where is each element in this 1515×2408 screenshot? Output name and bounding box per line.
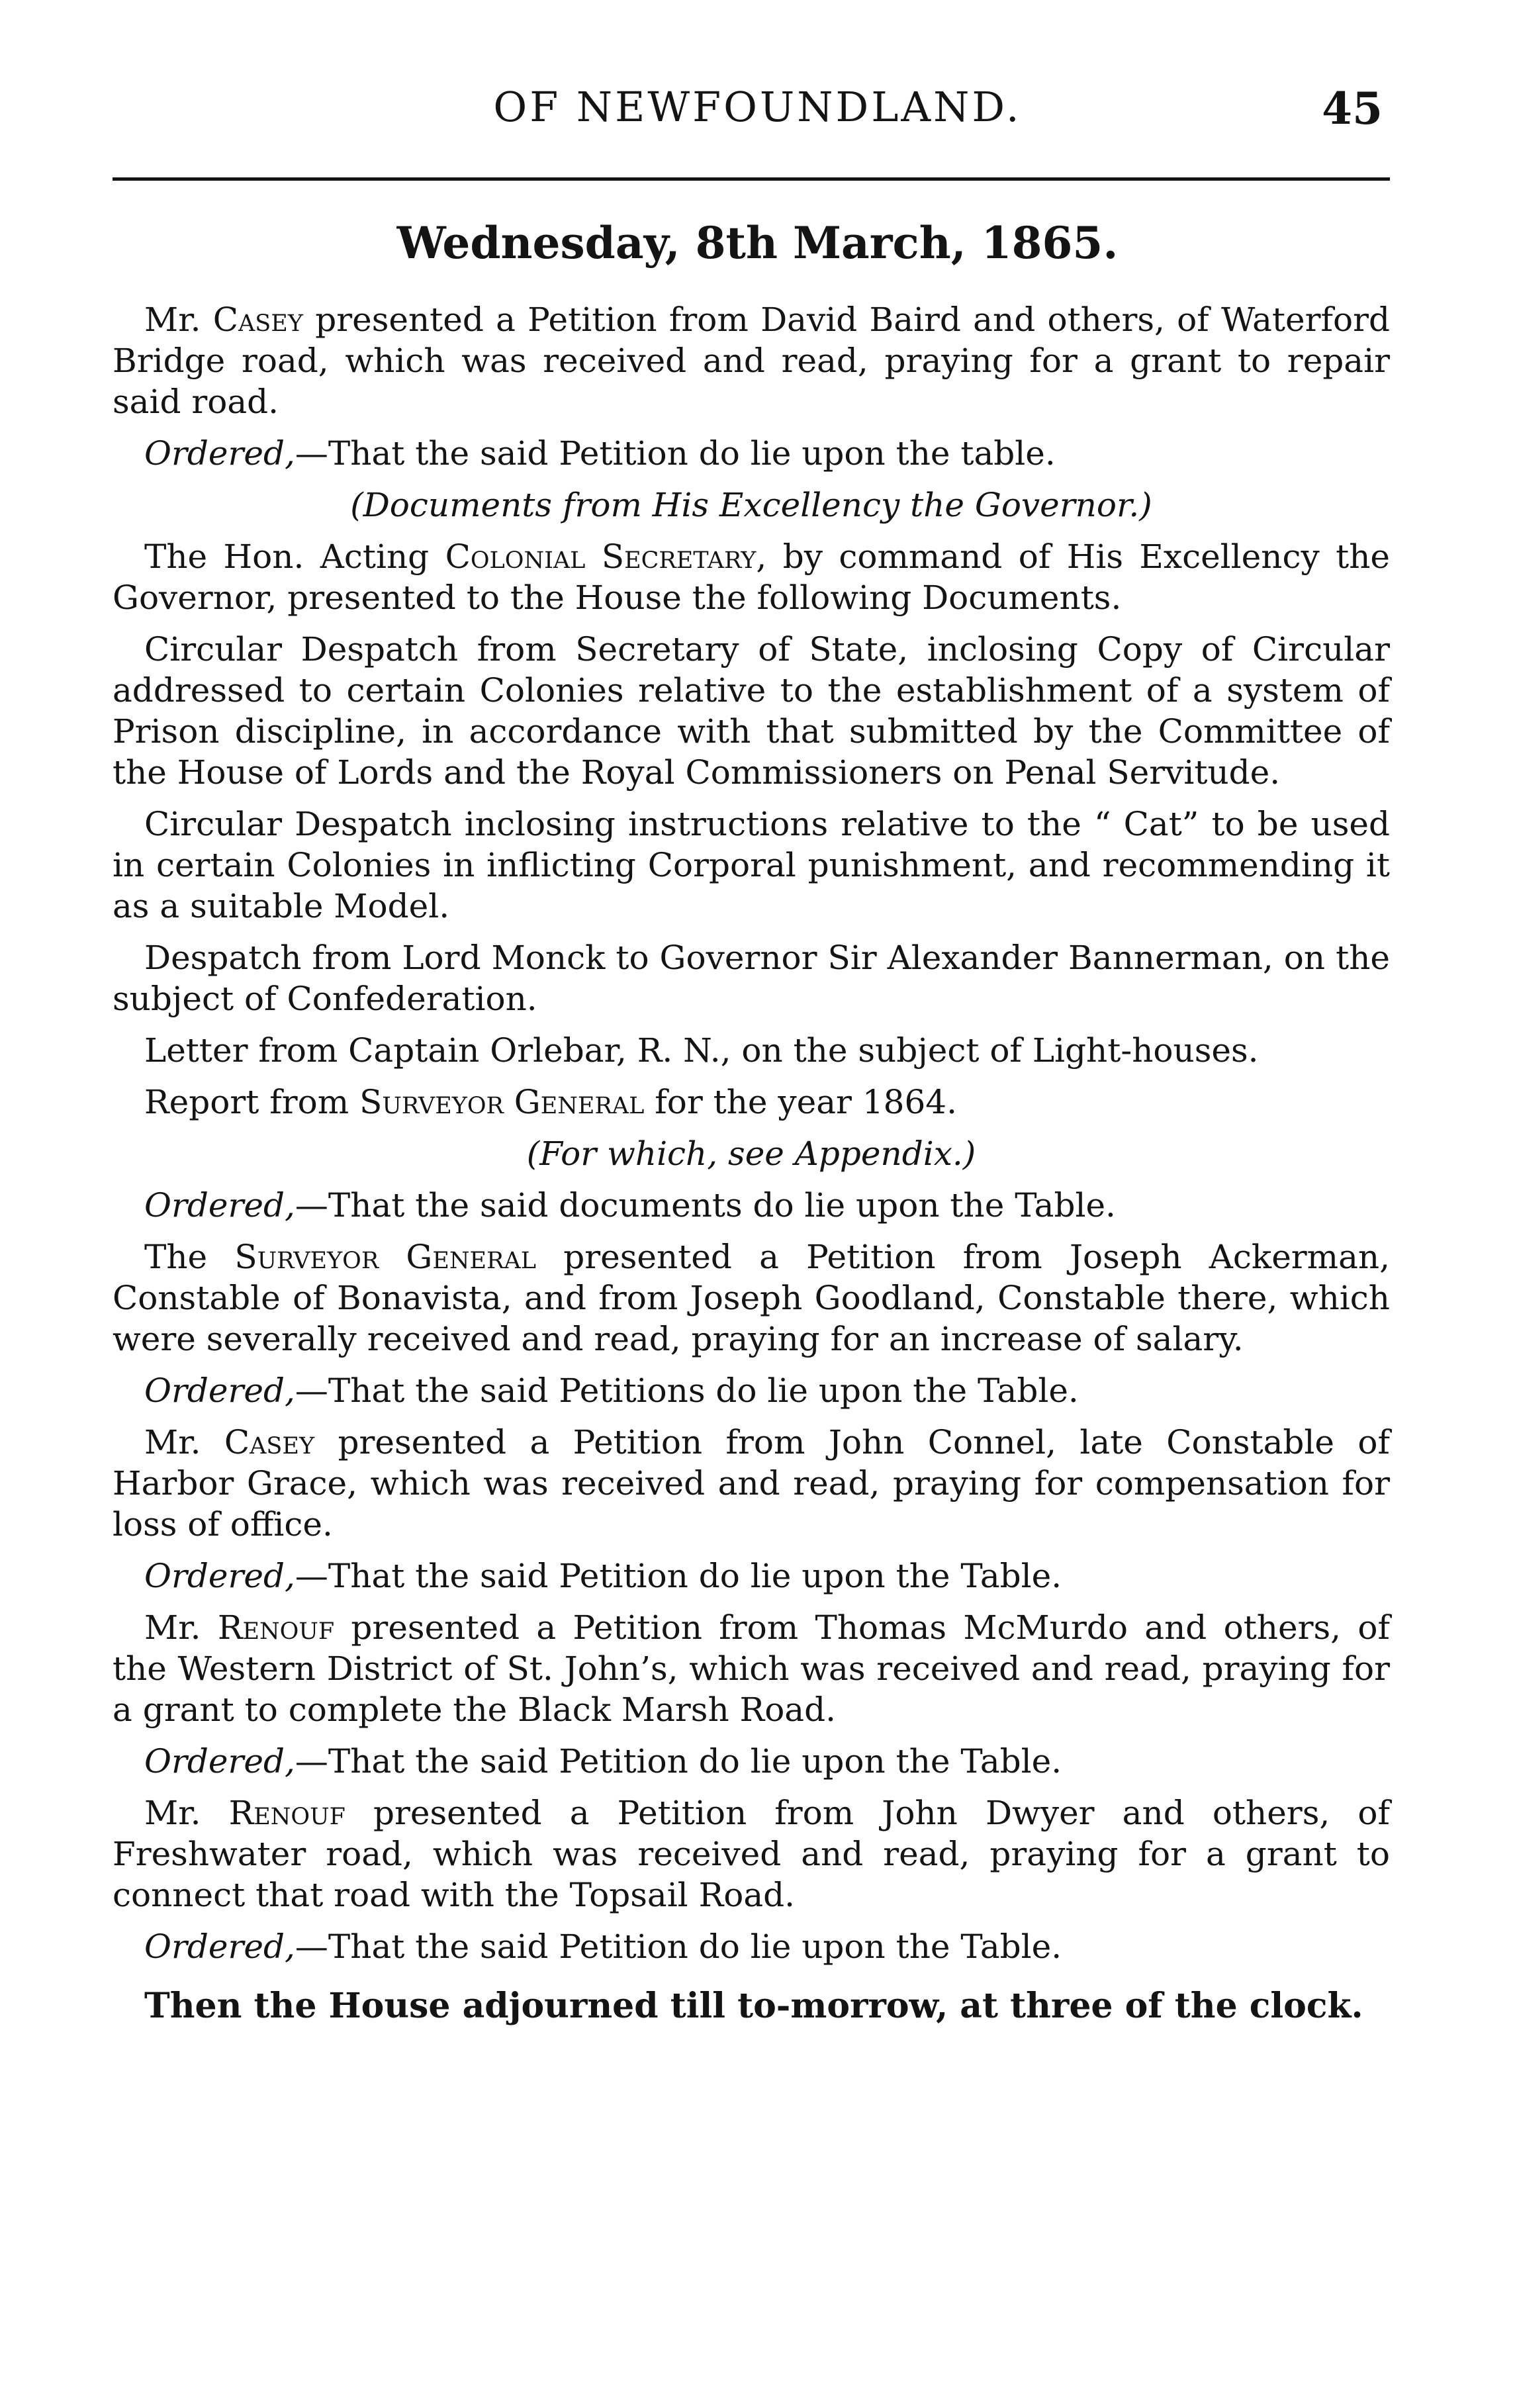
ordered-entry — [113, 1555, 1390, 1597]
minute-entry — [113, 1792, 1390, 1916]
adjournment-text: Then the House adjourned till to-morrow, at three of the clock. — [144, 1986, 1363, 2026]
entry-text: presented a Petition from Joseph Ackerman, Constable of Bonavista, and from Joseph Goodland, Constable there, which were severally received and read, praying for an increase of salary. — [113, 1238, 1391, 1358]
ordered-label: Ordered, — [144, 434, 295, 473]
running-head — [0, 76, 1515, 136]
entry-text: presented a Petition from David Baird and others, of Waterford Bridge road, which was received and read, praying for a grant to repair said road. — [113, 301, 1390, 421]
entry-text: presented a Petition from Thomas McMurdo and others, of the Western District of St. John’s, which was received and read, praying for a grant to complete the Black Marsh Road. — [113, 1608, 1390, 1729]
minute-entry — [113, 1236, 1390, 1360]
member-name: Casey — [224, 1423, 315, 1461]
entry-text: for the year 1864. — [644, 1083, 957, 1121]
entry-text: Circular Despatch from Secretary of State, inclosing Copy of Circular addressed to certain Colonies relative to the establishment of a system of Prison discipline, in accordance with that submitted by the Committee of the House of Lords and the Royal Commissioners on Penal Servitude. — [113, 630, 1390, 792]
member-name: Renouf — [228, 1794, 345, 1832]
minute-entry — [113, 629, 1390, 793]
page-number: 45 — [1322, 83, 1383, 134]
entry-text: , by command of His Excellency the Governor, presented to the House the following Documents. — [113, 537, 1390, 617]
header-rule — [113, 177, 1390, 181]
section-heading — [113, 485, 1390, 526]
entry-text: Letter from Captain Orlebar, R. N., on the subject of Light-houses. — [144, 1031, 1259, 1070]
member-name: Surveyor General — [234, 1238, 536, 1276]
ordered-entry — [113, 433, 1390, 474]
entry-text: —That the said Petition do lie upon the Table. — [295, 1557, 1062, 1595]
member-name: Colonial Secretary — [445, 537, 757, 576]
minute-entry — [113, 536, 1390, 618]
minute-entry — [113, 804, 1390, 927]
ordered-label: Ordered, — [144, 1557, 295, 1595]
entry-text: —That the said documents do lie upon the Table. — [295, 1186, 1116, 1225]
minute-entry — [113, 1030, 1390, 1071]
minute-entry — [113, 1082, 1390, 1123]
minute-entry — [113, 1422, 1390, 1545]
heading-text: (For which, see Appendix.) — [526, 1135, 976, 1173]
entry-prefix: The Hon. Acting — [144, 537, 445, 576]
entry-text: Despatch from Lord Monck to Governor Sir Alexander Bannerman, on the subject of Confederation. — [113, 939, 1390, 1018]
entry-text: —That the said Petition do lie upon the table. — [295, 434, 1056, 473]
minute-entry — [113, 299, 1390, 422]
minutes-body — [113, 299, 1390, 2037]
member-name: Renouf — [217, 1608, 335, 1647]
ordered-entry — [113, 1741, 1390, 1782]
member-name: Surveyor General — [359, 1083, 645, 1121]
entry-prefix: Mr. — [144, 1423, 224, 1461]
adjournment — [113, 1986, 1390, 2027]
heading-text: (Documents from His Excellency the Governor.) — [350, 486, 1152, 524]
entry-text: presented a Petition from John Dwyer and others, of Freshwater road, which was received and read, praying for a grant to connect that road with the Topsail Road. — [113, 1794, 1390, 1914]
entry-text: —That the said Petition do lie upon the Table. — [295, 1927, 1062, 1966]
entry-text: presented a Petition from John Connel, late Constable of Harbor Grace, which was received and read, praying for compensation for loss of office. — [113, 1423, 1390, 1544]
entry-text: —That the said Petition do lie upon the Table. — [295, 1742, 1062, 1781]
ordered-label: Ordered, — [144, 1186, 295, 1225]
entry-text: —That the said Petitions do lie upon the Table. — [295, 1371, 1079, 1410]
entry-text: Circular Despatch inclosing instructions relative to the “ Cat” to be used in certain Colonies in inflicting Corporal punishment, and recommending it as a suitable Model. — [113, 805, 1390, 925]
entry-prefix: Report from — [144, 1083, 360, 1121]
entry-prefix: Mr. — [144, 1608, 218, 1647]
entry-prefix: The — [144, 1238, 235, 1276]
minute-entry — [113, 1607, 1390, 1730]
ordered-entry — [113, 1185, 1390, 1226]
ordered-entry — [113, 1370, 1390, 1411]
ordered-label: Ordered, — [144, 1371, 295, 1410]
ordered-label: Ordered, — [144, 1742, 295, 1781]
session-date: Wednesday, 8th March, 1865. — [396, 217, 1119, 269]
ordered-entry — [113, 1926, 1390, 1967]
entry-prefix: Mr. — [144, 1794, 229, 1832]
minute-entry — [113, 937, 1390, 1019]
entry-prefix: Mr. — [144, 301, 213, 339]
section-heading — [113, 1133, 1390, 1174]
member-name: Casey — [212, 301, 303, 339]
ordered-label: Ordered, — [144, 1927, 295, 1966]
running-title: OF NEWFOUNDLAND. — [493, 83, 1022, 131]
